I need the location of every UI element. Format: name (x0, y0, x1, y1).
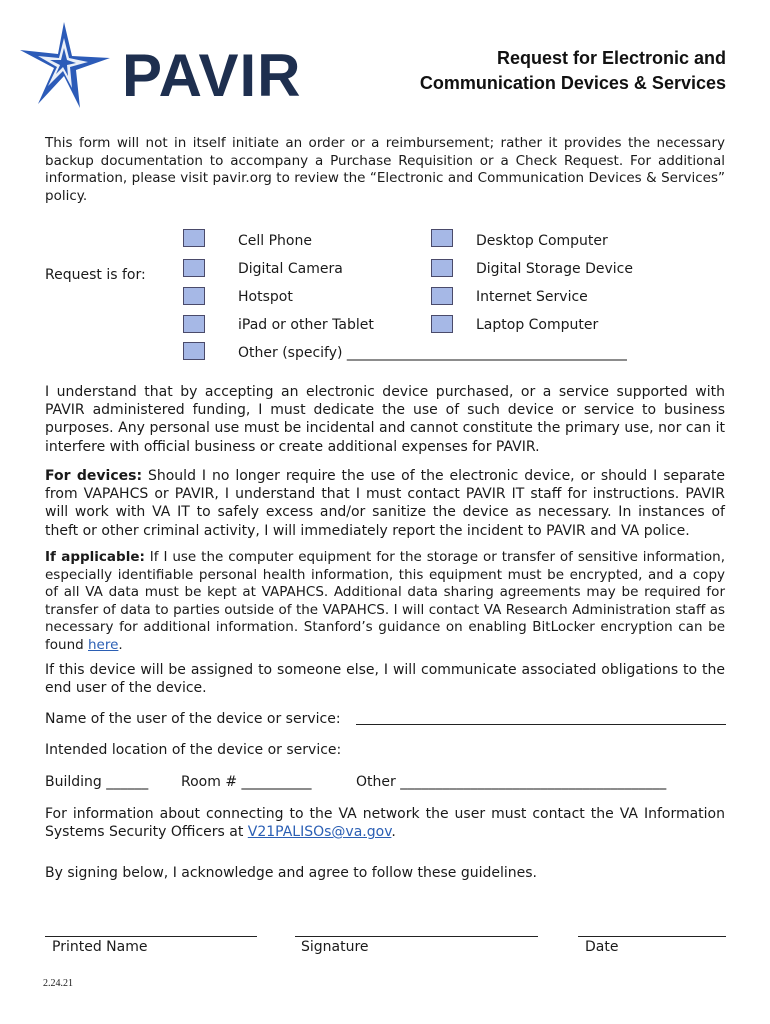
option-digital-camera: Digital Camera (238, 261, 343, 277)
request-label: Request is for: (45, 267, 146, 283)
bitlocker-guidance-link[interactable]: here (88, 636, 119, 653)
devices-paragraph (45, 467, 725, 540)
name-field-label: Name of the user of the device or service: (45, 711, 341, 727)
name-field-line[interactable] (356, 724, 726, 725)
room-field[interactable]: Room # __________ (181, 774, 312, 790)
checkbox-digital-storage[interactable] (431, 259, 453, 277)
checkbox-ipad-tablet[interactable] (183, 315, 205, 333)
option-cell-phone: Cell Phone (238, 233, 312, 249)
acknowledge-text: By signing below, I acknowledge and agree to follow these guidelines. (45, 865, 537, 881)
checkbox-laptop-computer[interactable] (431, 315, 453, 333)
understand-paragraph: I understand that by accepting an electronic device purchased, or a service supported with PAVIR administered funding, I must dedicate the use of such device or service to business purposes. Any personal use must be incidental and cannot constitute the primary use, nor can it interfere with official business or create additional expenses for PAVIR. (45, 384, 725, 455)
option-ipad-tablet: iPad or other Tablet (238, 317, 374, 333)
network-text: For information about connecting to the VA network the user must contact the VA Information Systems Security Officers at (45, 806, 725, 840)
pavir-logo (18, 20, 308, 110)
option-internet-service: Internet Service (476, 289, 588, 305)
applicable-text: If I use the computer equipment for the storage or transfer of sensitive information, especially identifiable personal health information, this equipment must be encrypted, and a copy of all VA data must be kept at VAPAHCS. Additional data sharing agreements may be required for transfer of data to parties outside of the VAPAHCS. I will contact VA Research Administration staff as necessary for additional information. Stanford’s guidance on enabling BitLocker encryption can be found (45, 549, 725, 653)
page-title (306, 46, 726, 96)
option-digital-storage: Digital Storage Device (476, 261, 633, 277)
date-label: Date (585, 939, 619, 955)
other-location-field[interactable]: Other ______________________________________ (356, 774, 667, 790)
applicable-heading: If applicable: (45, 549, 145, 565)
checkbox-other[interactable] (183, 342, 205, 360)
title-line-1: Request for Electronic and (496, 48, 726, 68)
checkbox-desktop-computer[interactable] (431, 229, 453, 247)
title-line-2: Communication Devices & Services (419, 73, 726, 93)
checkbox-digital-camera[interactable] (183, 259, 205, 277)
star-icon (18, 20, 114, 110)
option-other: Other (specify) ________________________________________ (238, 345, 627, 361)
devices-heading: For devices: (45, 468, 143, 484)
printed-name-label: Printed Name (52, 939, 148, 955)
signature-line[interactable] (295, 936, 538, 937)
network-end: . (391, 824, 396, 840)
option-desktop-computer: Desktop Computer (476, 233, 608, 249)
option-hotspot: Hotspot (238, 289, 293, 305)
checkbox-cell-phone[interactable] (183, 229, 205, 247)
building-field[interactable]: Building ______ (45, 774, 149, 790)
form-version: 2.24.21 (43, 978, 73, 989)
signature-label: Signature (301, 939, 369, 955)
network-paragraph (45, 805, 725, 841)
logo-wordmark: PAVIR (122, 42, 302, 109)
option-laptop-computer: Laptop Computer (476, 317, 599, 333)
location-field-label: Intended location of the device or service: (45, 742, 342, 758)
checkbox-internet-service[interactable] (431, 287, 453, 305)
checkbox-hotspot[interactable] (183, 287, 205, 305)
devices-text: Should I no longer require the use of the electronic device, or should I separate from VAPAHCS or PAVIR, I understand that I must contact PAVIR IT staff for instructions. PAVIR will work with VA IT to safely excess and/or sanitize the device as necessary. In instances of theft or other criminal activity, I will immediately report the incident to PAVIR and VA police. (45, 468, 725, 539)
printed-name-line[interactable] (45, 936, 257, 937)
applicable-end: . (118, 636, 123, 653)
applicable-paragraph (45, 549, 725, 655)
intro-paragraph: This form will not in itself initiate an order or a reimbursement; rather it provides the necessary backup documentation to accompany a Purchase Requisition or a Check Request. For additional information, please visit pavir.org to review the “Electronic and Communication Devices & Services” policy. (45, 135, 725, 204)
isso-email-link[interactable]: V21PALISOs@va.gov (247, 824, 392, 840)
date-line[interactable] (578, 936, 726, 937)
assigned-paragraph: If this device will be assigned to someone else, I will communicate associated obligations to the end user of the device. (45, 662, 725, 696)
